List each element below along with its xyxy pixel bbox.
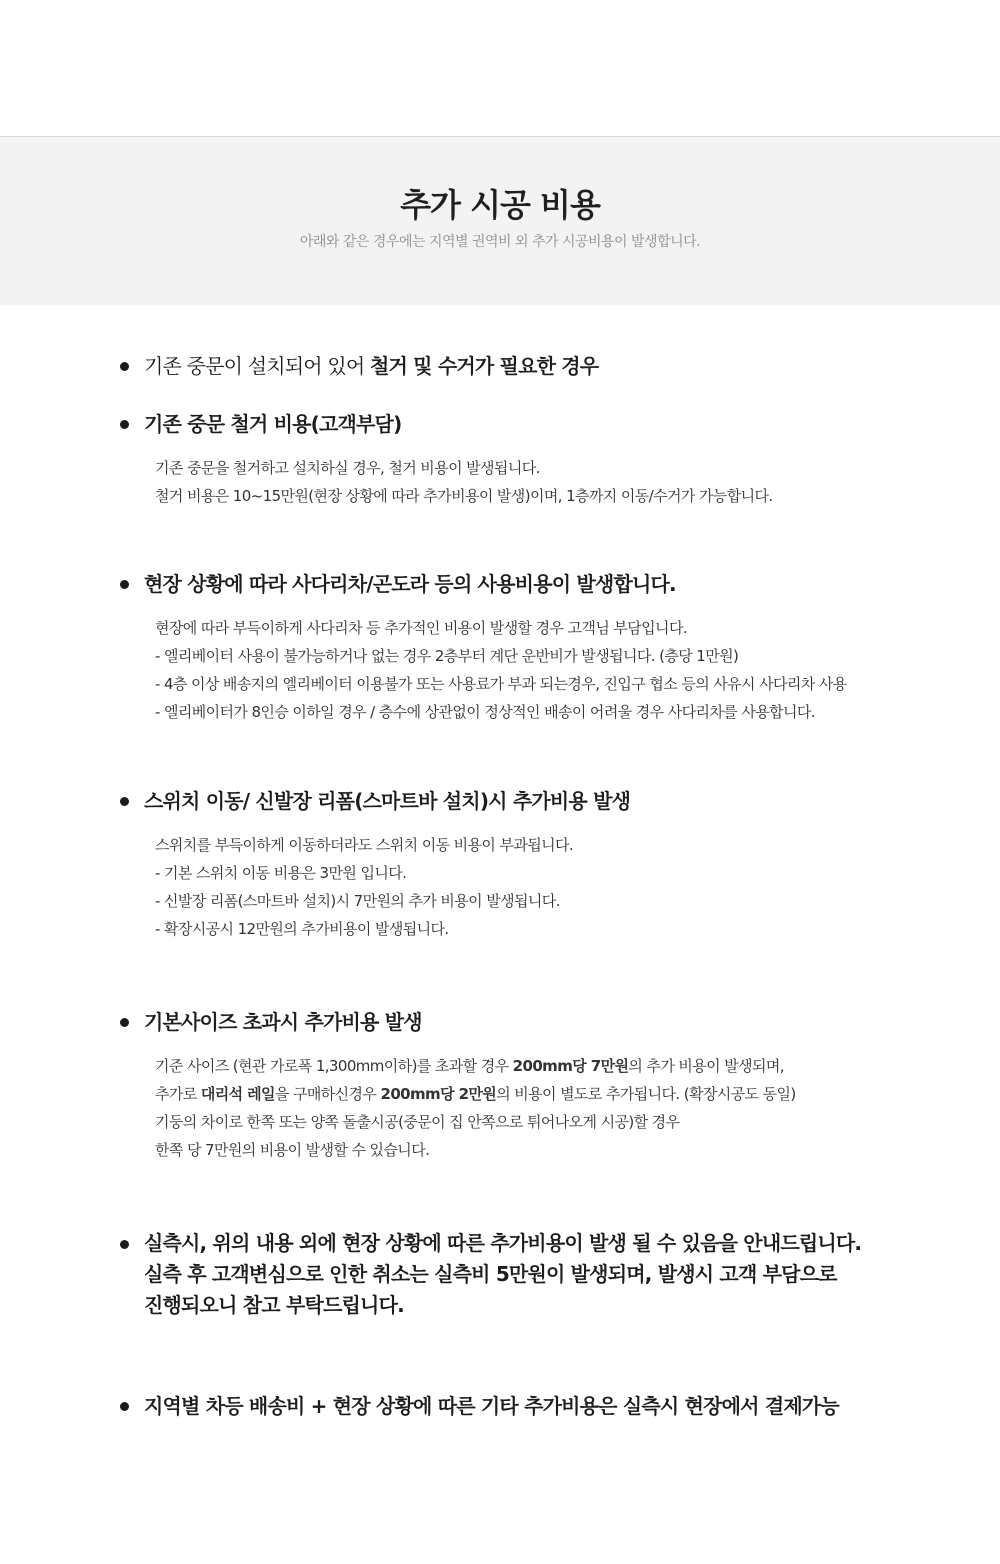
bullet-heading <box>120 785 960 817</box>
bullet-heading <box>120 1006 960 1038</box>
heading-text: 스위치 이동/ 신발장 리폼(스마트바 설치)시 추가비용 발생 <box>144 789 631 813</box>
bullet-dot-icon <box>120 1018 129 1027</box>
highlight-price: 200mm당 7만원 <box>512 1057 629 1075</box>
section-removal-needed <box>120 350 960 382</box>
highlight-price: 200mm당 2만원 <box>380 1085 497 1103</box>
bullet-heading <box>120 1390 960 1422</box>
bullet-heading <box>120 1228 960 1321</box>
bullet-dot-icon <box>120 1240 129 1249</box>
body-line: 추가로 대리석 레일을 구매하신경우 200mm당 2만원의 비용이 별도로 추가됩니다. (확장시공도 동일) <box>155 1085 796 1103</box>
section-body <box>155 1052 960 1164</box>
heading-text: 지역별 차등 배송비 + 현장 상황에 따른 기타 추가비용은 실측시 현장에서 결제가능 <box>144 1394 839 1418</box>
body-line: 철거 비용은 10~15만원(현장 상황에 따라 추가비용이 발생)이며, 1층까지 이동/수거가 가능합니다. <box>155 487 773 505</box>
body-line: 기둥의 차이로 한쪽 또는 양쪽 돌출시공(중문이 집 안쪽으로 튀어나오게 시공)할 경우 <box>155 1113 680 1131</box>
bullet-dot-icon <box>120 580 129 589</box>
section-body <box>155 831 960 943</box>
body-line: 스위치를 부득이하게 이동하더라도 스위치 이동 비용이 부과됩니다. <box>155 836 574 854</box>
body-line: - 신발장 리폼(스마트바 설치)시 7만원의 추가 비용이 발생됩니다. <box>155 892 560 910</box>
section-measurement-notice <box>120 1228 960 1321</box>
body-line: 기존 중문을 철거하고 설치하실 경우, 철거 비용이 발생됩니다. <box>155 459 540 477</box>
bullet-dot-icon <box>120 797 129 806</box>
bullet-heading <box>120 350 960 382</box>
body-line: 한쪽 당 7만원의 비용이 발생할 수 있습니다. <box>155 1141 430 1159</box>
bullet-heading <box>120 408 960 440</box>
body-line: 기준 사이즈 (현관 가로폭 1,300mm이하)를 초과할 경우 200mm당 7만원의 추가 비용이 발생되며, <box>155 1057 784 1075</box>
section-body <box>155 614 960 726</box>
body-line: - 엘리베이터가 8인승 이하일 경우 / 층수에 상관없이 정상적인 배송이 어려울 경우 사다리차를 사용합니다. <box>155 703 815 721</box>
notice-line: 진행되오니 참고 부탁드립니다. <box>144 1293 404 1317</box>
notice-line: 실측시, 위의 내용 외에 현장 상황에 따른 추가비용이 발생 될 수 있음을 안내드립니다. <box>144 1231 862 1255</box>
section-size-exceeded <box>120 1006 960 1164</box>
section-removal-cost <box>120 408 960 510</box>
title-banner <box>0 137 1000 305</box>
page-title: 추가 시공 비용 <box>400 186 600 224</box>
bullet-dot-icon <box>120 1402 129 1411</box>
body-line: - 확장시공시 12만원의 추가비용이 발생됩니다. <box>155 920 449 938</box>
page-subtitle: 아래와 같은 경우에는 지역별 권역비 외 추가 시공비용이 발생합니다. <box>299 234 701 250</box>
heading-text: 기존 중문 철거 비용(고객부담) <box>144 412 402 436</box>
heading-bold-text: 철거 및 수거가 필요한 경우 <box>369 354 599 378</box>
highlight-rail: 대리석 레일 <box>200 1085 275 1103</box>
notice-line: 실측 후 고객변심으로 인한 취소는 실측비 5만원이 발생되며, 발생시 고객 부담으로 <box>144 1262 837 1286</box>
heading-text: 기본사이즈 초과시 추가비용 발생 <box>144 1010 422 1034</box>
body-line: 현장에 따라 부득이하게 사다리차 등 추가적인 비용이 발생할 경우 고객님 부담입니다. <box>155 619 688 637</box>
heading-text: 현장 상황에 따라 사다리차/곤도라 등의 사용비용이 발생합니다. <box>144 572 676 596</box>
section-body <box>155 454 960 510</box>
body-line: - 4층 이상 배송지의 엘리베이터 이용불가 또는 사용료가 부과 되는경우, 진입구 협소 등의 사유시 사다리차 사용 <box>155 675 847 693</box>
bullet-dot-icon <box>120 362 129 371</box>
section-regional-fee <box>120 1390 960 1422</box>
bullet-dot-icon <box>120 420 129 429</box>
heading-normal-text: 기존 중문이 설치되어 있어 <box>144 354 370 378</box>
bullet-heading <box>120 568 960 600</box>
body-line: - 엘리베이터 사용이 불가능하거나 없는 경우 2층부터 계단 운반비가 발생됩니다. (층당 1만원) <box>155 647 739 665</box>
section-ladder-truck <box>120 568 960 726</box>
body-line: - 기본 스위치 이동 비용은 3만원 입니다. <box>155 864 407 882</box>
section-switch-move <box>120 785 960 943</box>
top-blank-area <box>0 0 1000 137</box>
